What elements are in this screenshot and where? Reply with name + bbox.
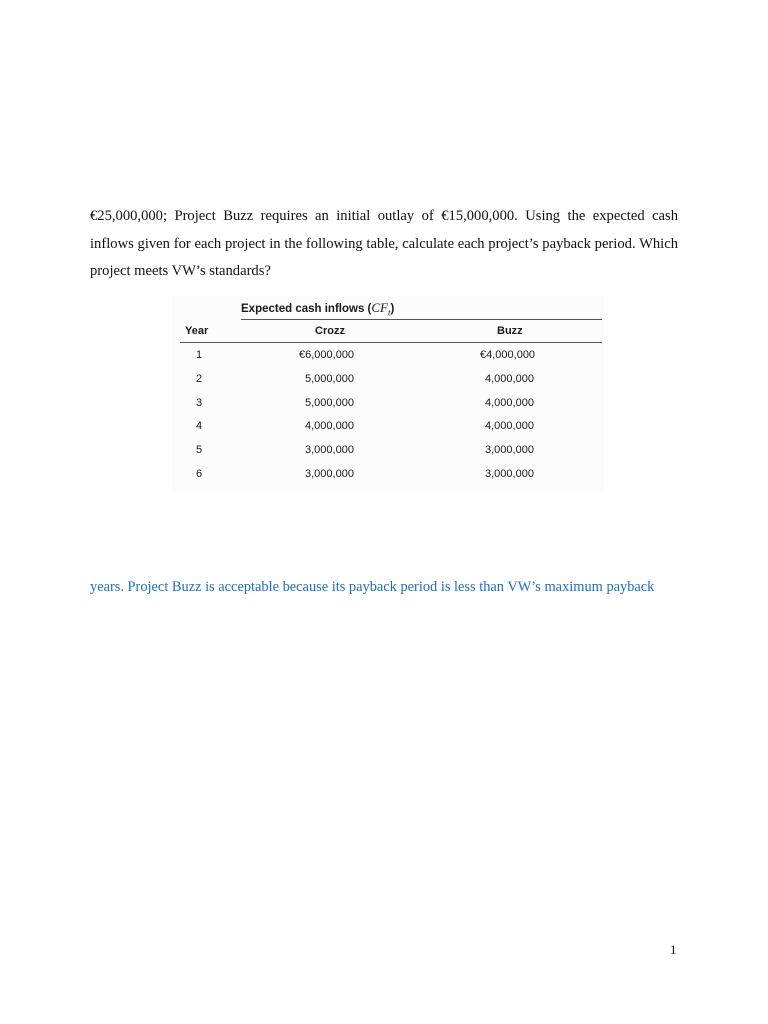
year-cell: 1 bbox=[196, 349, 203, 361]
answer-text: years. Project Buzz is acceptable because its payback period is less than VW’s maximum payback bbox=[90, 579, 655, 595]
column-header-crozz: Crozz bbox=[315, 325, 345, 337]
crozz-cell: 5,000,000 bbox=[305, 397, 354, 409]
year-cell: 3 bbox=[196, 397, 203, 409]
buzz-cell: 3,000,000 bbox=[485, 444, 534, 456]
group-header-label: Expected cash inflows bbox=[241, 303, 365, 315]
crozz-cell: 5,000,000 bbox=[305, 373, 354, 385]
year-cell: 6 bbox=[196, 468, 203, 480]
year-cell: 4 bbox=[196, 420, 203, 432]
buzz-cell: €4,000,000 bbox=[480, 349, 536, 361]
group-header-symbol: $CF_t$ bbox=[371, 300, 391, 318]
column-header-year: Year bbox=[185, 325, 209, 337]
crozz-cell: 3,000,000 bbox=[305, 468, 354, 480]
cash-inflows-table bbox=[172, 296, 604, 490]
buzz-cell: 4,000,000 bbox=[485, 397, 534, 409]
page-number: 1 bbox=[670, 942, 677, 957]
table-group-header: Expected cash inflows $(CF_t)$ bbox=[241, 300, 395, 318]
column-header-buzz: Buzz bbox=[497, 325, 523, 337]
buzz-cell: 3,000,000 bbox=[485, 468, 534, 480]
crozz-cell: €6,000,000 bbox=[299, 349, 355, 361]
crozz-cell: 4,000,000 bbox=[305, 420, 354, 432]
group-header-rule bbox=[241, 319, 602, 320]
year-cell: 2 bbox=[196, 373, 203, 385]
column-header-rule bbox=[180, 342, 602, 343]
year-cell: 5 bbox=[196, 444, 203, 456]
question-paragraph: €25,000,000; Project Buzz requires an initial outlay of €15,000,000. Using the expected cash inflows given for each project in the following table, calculate each project’s payback period. Which project meets VW’s standards? bbox=[90, 208, 678, 279]
crozz-cell: 3,000,000 bbox=[305, 444, 354, 456]
buzz-cell: 4,000,000 bbox=[485, 420, 534, 432]
buzz-cell: 4,000,000 bbox=[485, 373, 534, 385]
